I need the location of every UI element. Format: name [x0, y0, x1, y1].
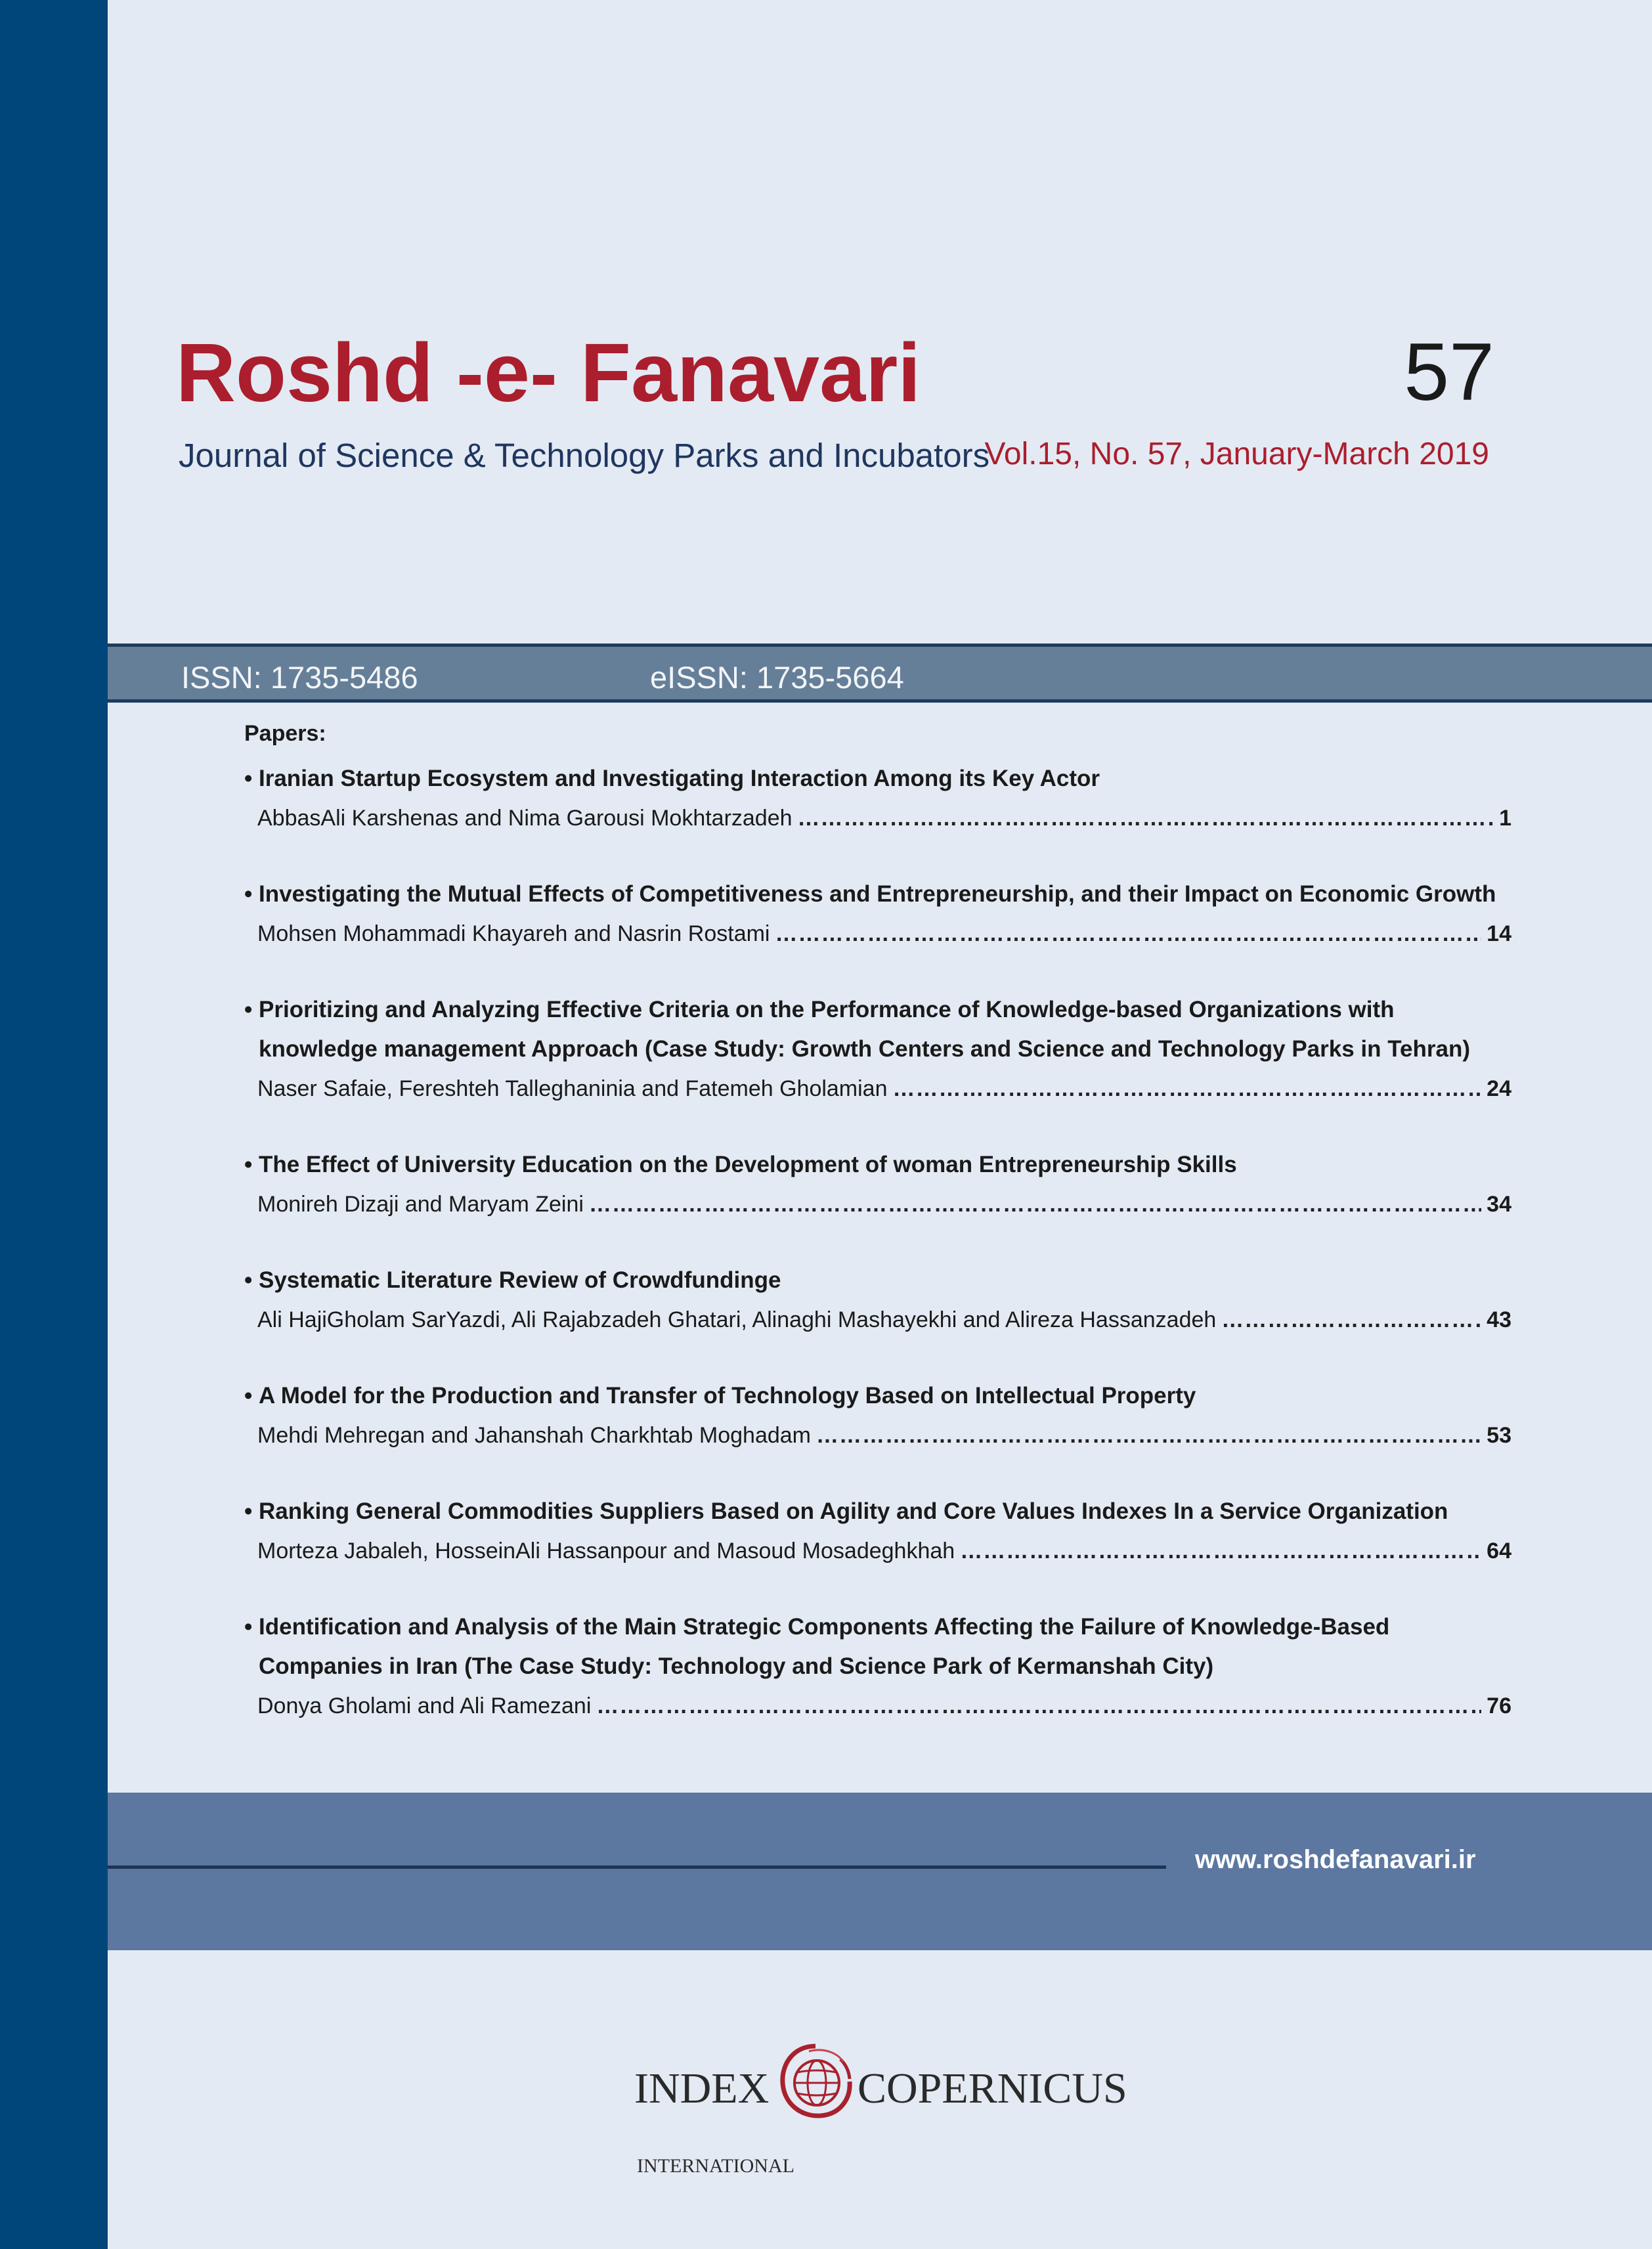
paper-title: [244, 990, 1511, 1069]
paper-title-text: A Model for the Production and Transfer of Technology Based on Intellectual Property: [259, 1383, 1196, 1408]
paper-entry: [244, 1607, 1511, 1726]
globe-icon: [777, 2042, 854, 2121]
paper-title: [244, 1261, 1511, 1300]
paper-entry: [244, 1376, 1511, 1455]
paper-entry: [244, 1492, 1511, 1571]
paper-authors: AbbasAli Karshenas and Nima Garousi Mokhtarzadeh: [257, 806, 793, 831]
paper-title-text: Systematic Literature Review of Crowdfundinge: [259, 1267, 781, 1293]
paper-authors-line: [244, 1416, 1511, 1455]
indexer-left-word: INDEX: [634, 2064, 770, 2112]
paper-authors-line: [244, 1300, 1511, 1340]
paper-authors: Naser Safaie, Fereshteh Talleghaninia and Fatemeh Gholamian: [257, 1076, 888, 1101]
paper-authors: Mehdi Mehregan and Jahanshah Charkhtab Moghadam: [257, 1423, 811, 1448]
bullet: •: [244, 997, 253, 1022]
issn-electronic: eISSN: 1735-5664: [650, 660, 904, 695]
website-link[interactable]: www.roshdefanavari.ir: [1195, 1845, 1476, 1874]
paper-page-number: 43: [1487, 1307, 1511, 1332]
paper-authors: Monireh Dizaji and Maryam Zeini: [257, 1192, 584, 1217]
paper-page-number: 76: [1487, 1693, 1511, 1718]
paper-authors: Donya Gholami and Ali Ramezani: [257, 1693, 592, 1718]
paper-title-text: Investigating the Mutual Effects of Competitiveness and Entrepreneurship, and their Impact on Economic Growth: [259, 881, 1496, 907]
dot-leader: [596, 1686, 1481, 1726]
paper-entry: [244, 875, 1511, 953]
dot-leader: [589, 1185, 1481, 1224]
paper-page-number: 53: [1487, 1423, 1511, 1448]
bullet: •: [244, 881, 253, 907]
journal-subtitle: Journal of Science & Technology Parks and Incubators: [179, 437, 990, 474]
paper-authors-line: [244, 798, 1511, 838]
bullet: •: [244, 1498, 253, 1524]
paper-title-text: The Effect of University Education on the Development of woman Entrepreneurship Skills: [259, 1152, 1237, 1177]
paper-entry: [244, 1145, 1511, 1224]
issn-print: ISSN: 1735-5486: [181, 660, 418, 695]
paper-authors: Morteza Jabaleh, HosseinAli Hassanpour and Masoud Mosadeghkhah: [257, 1539, 955, 1563]
paper-page-number: 34: [1487, 1192, 1511, 1217]
bullet: •: [244, 1267, 253, 1293]
left-color-bar: [0, 0, 108, 2249]
paper-title: [244, 1376, 1511, 1416]
bullet: •: [244, 766, 253, 791]
bullet: •: [244, 1152, 253, 1177]
paper-title: [244, 759, 1511, 798]
paper-authors-line: [244, 1686, 1511, 1726]
issn-bar: [108, 644, 1652, 703]
paper-title: [244, 1145, 1511, 1185]
paper-authors: Mohsen Mohammadi Khayareh and Nasrin Rostami: [257, 921, 770, 946]
indexer-sub-word: INTERNATIONAL: [637, 2155, 794, 2177]
footer-rule: [108, 1866, 1166, 1869]
paper-entry: [244, 990, 1511, 1108]
paper-authors-line: [244, 1185, 1511, 1224]
paper-title-text: Prioritizing and Analyzing Effective Criteria on the Performance of Knowledge-based Organizations with knowledge management Approach (Case Study: Growth Centers and Science and Technology Parks in Tehran): [259, 997, 1471, 1062]
paper-authors: Ali HajiGholam SarYazdi, Ali Rajabzadeh Ghatari, Alinaghi Mashayekhi and Alireza Hassanzadeh: [257, 1307, 1217, 1332]
dot-leader: [816, 1416, 1481, 1455]
paper-page-number: 24: [1487, 1076, 1511, 1101]
paper-title: [244, 1607, 1511, 1686]
dot-leader: [960, 1531, 1481, 1571]
paper-authors-line: [244, 914, 1511, 953]
paper-list: [244, 759, 1511, 1726]
bullet: •: [244, 1383, 253, 1408]
paper-page-number: 14: [1487, 921, 1511, 946]
journal-title: Roshd -e- Fanavari: [176, 326, 921, 419]
table-of-contents: [244, 722, 1511, 1762]
papers-heading: Papers:: [244, 721, 326, 746]
paper-title-text: Ranking General Commodities Suppliers Based on Agility and Core Values Indexes In a Service Organization: [259, 1498, 1448, 1524]
dot-leader: [893, 1069, 1482, 1108]
paper-title: [244, 875, 1511, 914]
dot-leader: [775, 914, 1481, 953]
paper-page-number: 64: [1487, 1539, 1511, 1563]
dot-leader: [1221, 1300, 1481, 1340]
paper-title-text: Identification and Analysis of the Main Strategic Components Affecting the Failure of Knowledge-Based Companies in Iran (The Case Study: Technology and Science Park of Kermanshah City): [259, 1614, 1390, 1679]
index-copernicus-logo: [634, 2042, 1146, 2177]
paper-entry: [244, 759, 1511, 838]
paper-authors-line: [244, 1531, 1511, 1571]
bullet: •: [244, 1614, 253, 1640]
paper-page-number: 1: [1499, 806, 1511, 831]
paper-title: [244, 1492, 1511, 1531]
paper-entry: [244, 1261, 1511, 1340]
footer-band: [108, 1793, 1652, 1950]
volume-info: Vol.15, No. 57, January-March 2019: [984, 437, 1489, 471]
indexer-right-word: COPERNICUS: [858, 2064, 1127, 2112]
paper-authors-line: [244, 1069, 1511, 1108]
issue-number: 57: [1404, 327, 1494, 418]
paper-title-text: Iranian Startup Ecosystem and Investigating Interaction Among its Key Actor: [259, 766, 1100, 791]
dot-leader: [798, 798, 1494, 838]
